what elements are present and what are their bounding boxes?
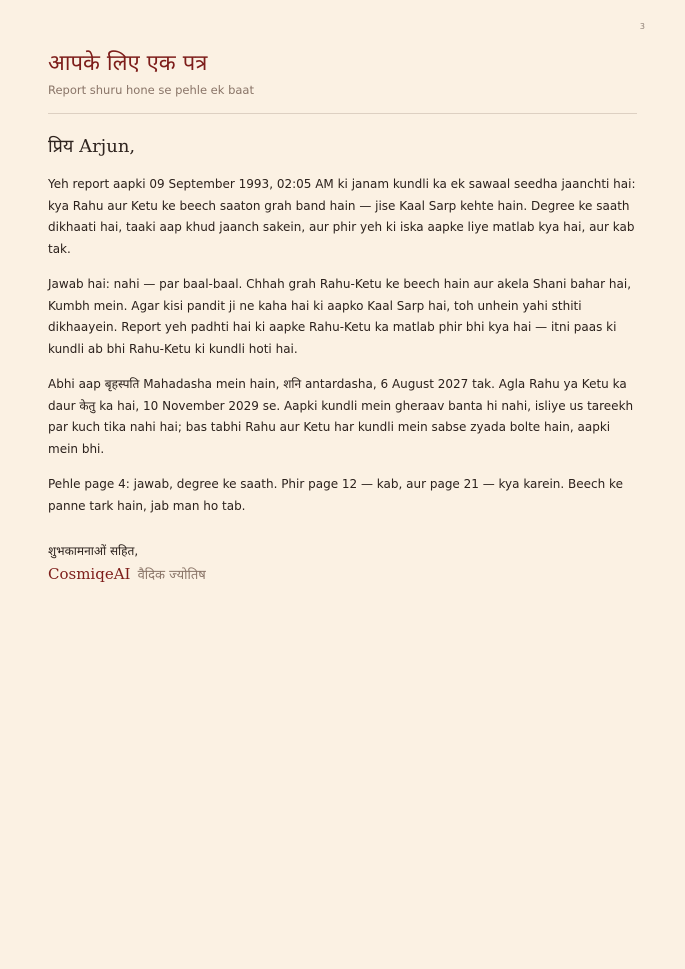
signature-name: CosmiqeAI [48, 565, 131, 583]
letter-signature [48, 563, 637, 587]
letter-paragraph-2: Jawab hai: nahi — par baal-baal. Chhah grah Rahu-Ketu ke beech hain aur akela Shani bahar hai, Kumbh mein. Agar kisi pandit ji ne kaha hai ki aapko Kaal Sarp hai, toh unhein yahi sthiti dikhaayein. Report yeh padhti hai ki aapke Rahu-Ketu ka matlab phir bhi kya hai — itni paas ki kundli ab bhi Rahu-Ketu ki kundli hoti hai. [48, 277, 632, 356]
page-subtitle: Report shuru hone se pehle ek baat [48, 83, 254, 97]
page-title: आपके लिए एक पत्र [48, 51, 208, 76]
page-number: 3 [639, 22, 645, 31]
letter-closing: शुभकामनाओं सहित, [48, 544, 139, 558]
letter-salutation: प्रिय Arjun, [48, 136, 136, 157]
signature-subtitle: वैदिक ज्योतिष [137, 568, 206, 583]
header-divider [48, 113, 637, 114]
letter-paragraph-4: Pehle page 4: jawab, degree ke saath. Phir page 12 — kab, aur page 21 — kya karein. Beech ke panne tark hain, jab man ho tab. [48, 477, 623, 513]
letter-paragraph-3: Abhi aap बृहस्पति Mahadasha mein hain, शनि antardasha, 6 August 2027 tak. Agla Rahu ya Ketu ka daur केतु ka hai, 10 November 2029 se. Aapki kundli mein gheraav banta hi nahi, isliye us tareekh par kuch tika nahi hai; bas tabhi Rahu aur Ketu har kundli mein sabse zyada bolte hain, aapki mein bhi. [48, 377, 634, 456]
letter-paragraph-1: Yeh report aapki 09 September 1993, 02:05 AM ki janam kundli ka ek sawaal seedha jaanchti hai: kya Rahu aur Ketu ke beech saaton grah band hain — jise Kaal Sarp kehte hain. Degree ke saath dikhaati hai, taaki aap khud jaanch sakein, aur phir yeh ki iska aapke liye matlab kya hai, aur kab tak. [48, 177, 636, 256]
letter-page [48, 48, 637, 587]
